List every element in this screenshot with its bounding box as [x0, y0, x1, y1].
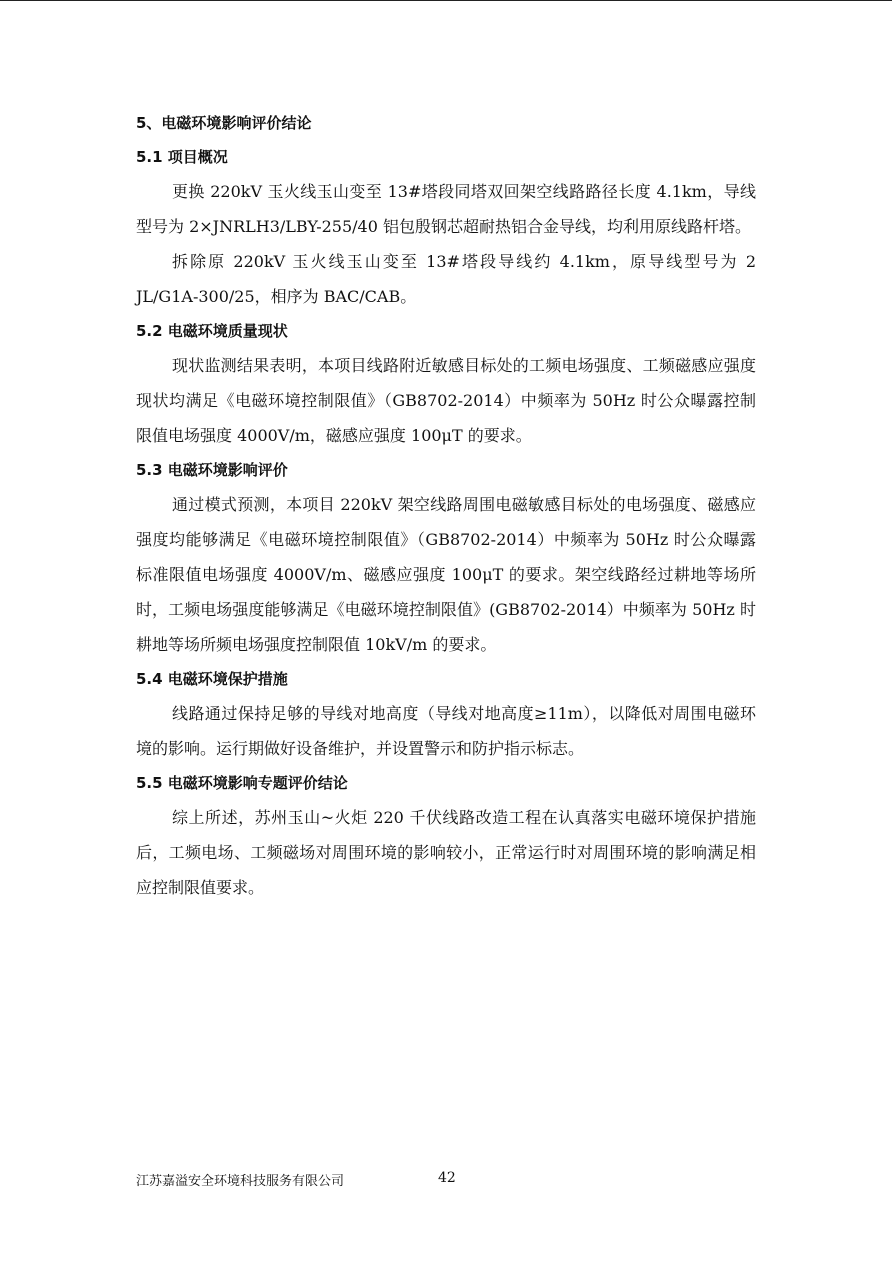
section-5-1-paragraph-2: 拆除原 220kV 玉火线玉山变至 13#塔段导线约 4.1km，原导线型号为 2 JL/G1A-300/25，相序为 BAC/CAB。	[136, 252, 756, 306]
section-5-2-paragraph-1: 现状监测结果表明，本项目线路附近敏感目标处的工频电场强度、工频磁感应强度现状均满足《电磁环境控制限值》（GB8702-2014）中频率为 50Hz 时公众曝露控制限值电场强度 4000V/m，磁感应强度 100μT 的要求。	[136, 356, 756, 445]
section-5-3-paragraph-1: 通过模式预测，本项目 220kV 架空线路周围电磁敏感目标处的电场强度、磁感应强度均能够满足《电磁环境控制限值》（GB8702-2014）中频率为 50Hz 时公众曝露标准限值电场强度 4000V/m、磁感应强度 100μT 的要求。架空线路经过耕地等场所时，工频电场强度能够满足《电磁环境控制限值》(GB8702-2014）中频率为 50Hz 时耕地等场所频电场强度控制限值 10kV/m 的要求。	[136, 495, 756, 654]
page-number: 42	[438, 1170, 456, 1186]
footer-company-name: 江苏嘉溢安全环境科技服务有限公司	[136, 1174, 345, 1189]
document-body	[136, 106, 756, 905]
section-heading-5-4: 5.4 电磁环境保护措施	[136, 670, 288, 688]
section-5-4-paragraph-1: 线路通过保持足够的导线对地高度（导线对地高度≥11m），以降低对周围电磁环境的影响。运行期做好设备维护，并设置警示和防护指示标志。	[136, 704, 756, 758]
section-heading-5-5: 5.5 电磁环境影响专题评价结论	[136, 774, 348, 792]
section-heading-5-3: 5.3 电磁环境影响评价	[136, 461, 288, 479]
chapter-heading: 5、电磁环境影响评价结论	[136, 114, 312, 132]
section-heading-5-1: 5.1 项目概况	[136, 148, 228, 166]
section-5-5-paragraph-1: 综上所述，苏州玉山~火炬 220 千伏线路改造工程在认真落实电磁环境保护措施后，工频电场、工频磁场对周围环境的影响较小，正常运行时对周围环境的影响满足相应控制限值要求。	[136, 808, 756, 897]
page-top-border	[0, 0, 892, 1]
section-5-1-paragraph-1: 更换 220kV 玉火线玉山变至 13#塔段同塔双回架空线路路径长度 4.1km，导线型号为 2×JNRLH3/LBY-255/40 铝包殷钢芯超耐热铝合金导线，均利用原线路杆塔。	[136, 182, 756, 236]
section-heading-5-2: 5.2 电磁环境质量现状	[136, 322, 288, 340]
